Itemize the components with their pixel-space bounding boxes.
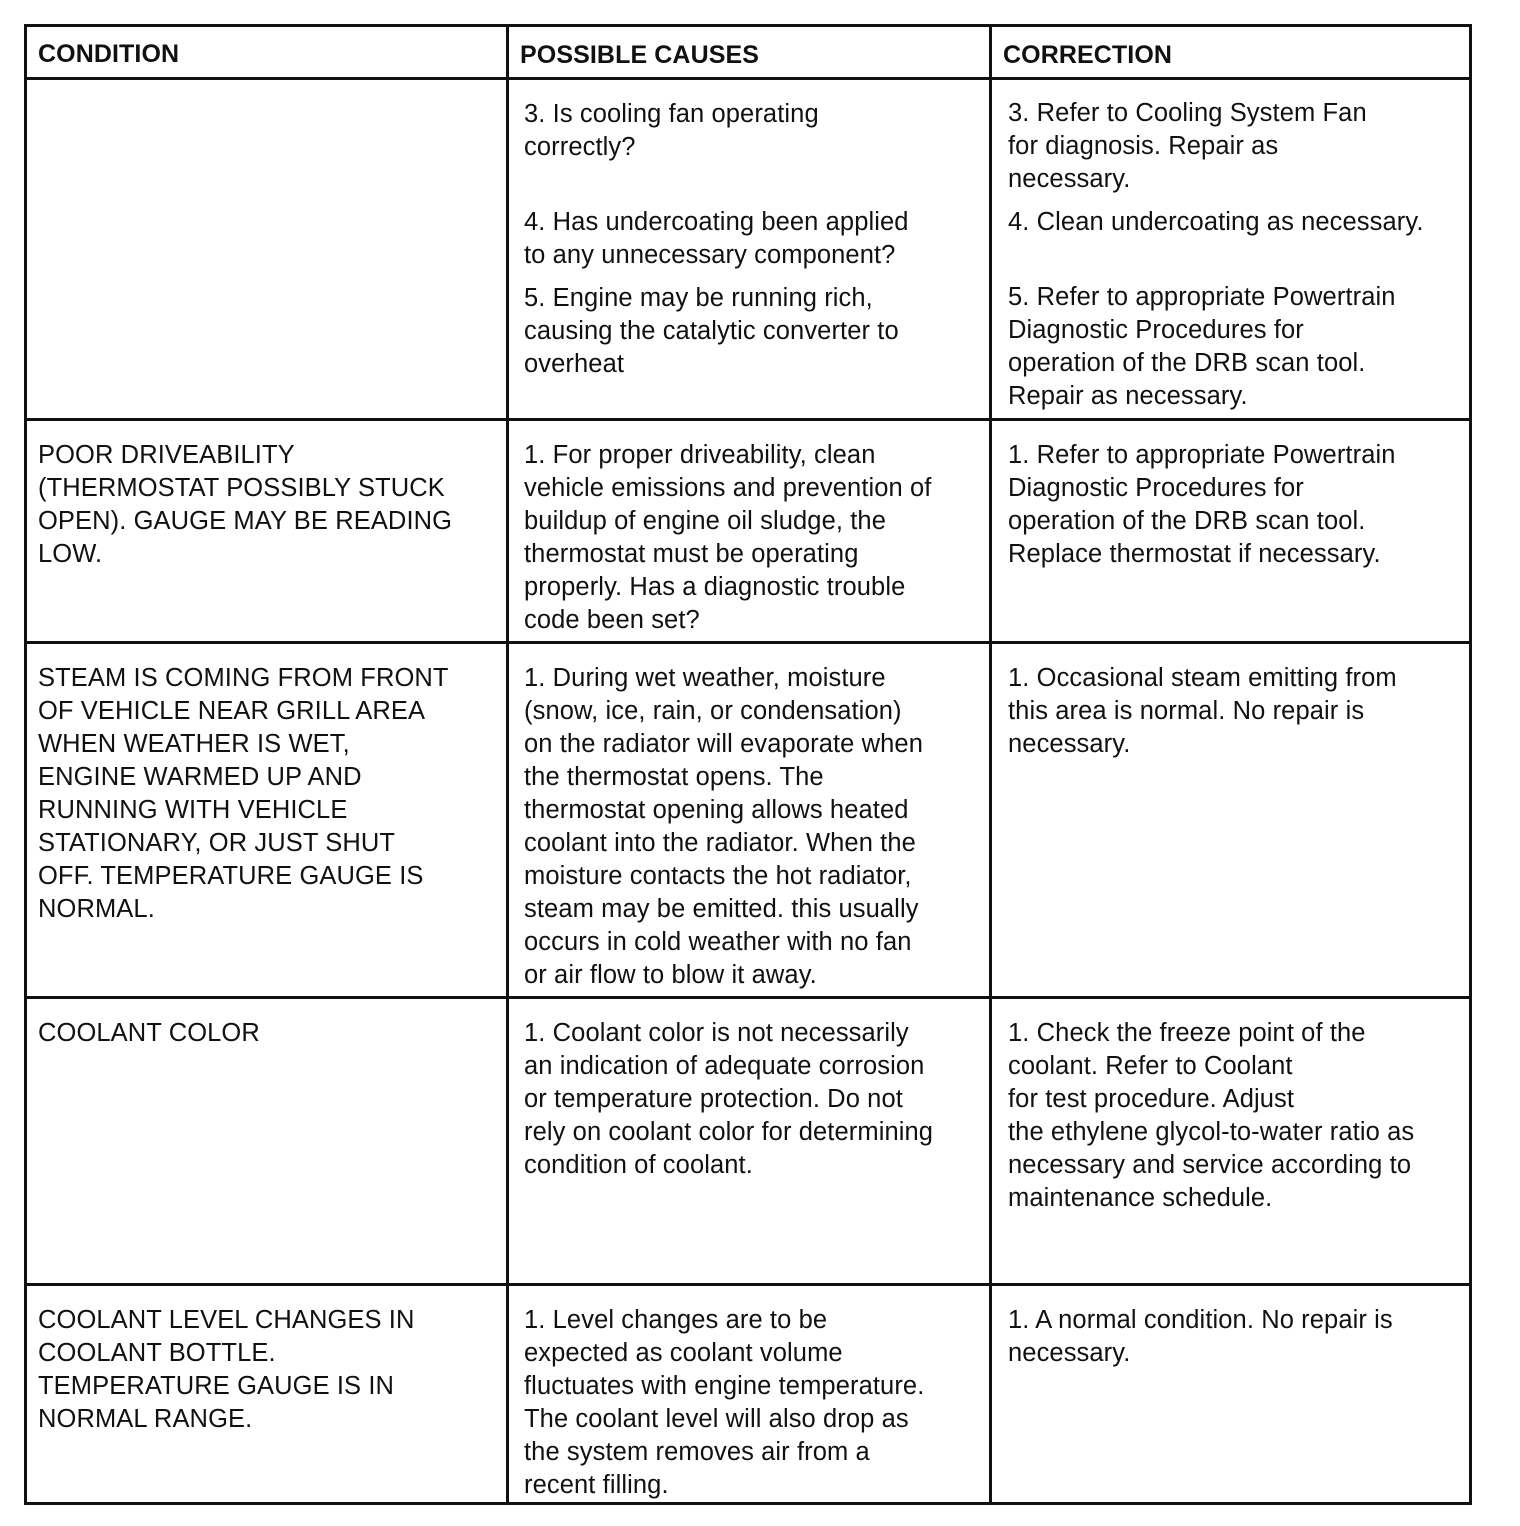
condition-cell [27,1286,509,1502]
table-row [27,80,1469,421]
header-cell-correction [992,27,1469,77]
cause-item: 1. Coolant color is not necessarily an indication of adequate corrosion or temperature protection. Do not rely on coolant color for determining condition of coolant. [524,1019,934,1179]
header-cell-causes [509,27,992,77]
correction-item: 1. A normal condition. No repair is necessary. [1008,1306,1393,1367]
correction-item: 1. Refer to appropriate Powertrain Diagnostic Procedures for operation of the DRB scan tool. Replace thermostat if necessary. [1008,441,1396,568]
header-cell-condition [27,27,509,77]
cause-item: 5. Engine may be running rich, causing the catalytic converter to overheat [524,284,899,378]
condition-cell [27,80,509,418]
condition-cell [27,421,509,641]
header-correction: CORRECTION [1003,41,1173,69]
correction-item: 1. Occasional steam emitting from this area is normal. No repair is necessary. [1008,664,1397,758]
correction-cell [992,644,1469,996]
causes-cell [509,644,992,996]
condition-text: COOLANT LEVEL CHANGES IN COOLANT BOTTLE. TEMPERATURE GAUGE IS IN NORMAL RANGE. [38,1306,415,1433]
causes-cell [509,80,992,418]
correction-item: 3. Refer to Cooling System Fan for diagnosis. Repair as necessary. [1008,99,1367,193]
header-condition: CONDITION [38,40,180,68]
correction-item: 4. Clean undercoating as necessary. [1008,208,1424,236]
correction-cell [992,421,1469,641]
correction-item: 1. Check the freeze point of the coolant. Refer to Coolant for test procedure. Adjust the ethylene glycol-to-water ratio as necessary and service according to maintenance schedule. [1008,1019,1415,1212]
cause-item: 1. For proper driveability, clean vehicle emissions and prevention of buildup of engine oil sludge, the thermostat must be operating properly. Has a diagnostic trouble code been set? [524,441,932,634]
diagnosis-table [24,24,1472,1505]
correction-cell [992,80,1469,418]
causes-cell [509,421,992,641]
cause-item: 1. Level changes are to be expected as coolant volume fluctuates with engine temperature. The coolant level will also drop as the system removes air from a recent filling. [524,1306,925,1499]
table-header-row [27,27,1469,80]
condition-text: COOLANT COLOR [38,1019,260,1047]
header-possible-causes: POSSIBLE CAUSES [520,41,760,69]
cause-item: 1. During wet weather, moisture (snow, ice, rain, or condensation) on the radiator will evaporate when the thermostat opens. The thermostat opening allows heated coolant into the radiator. When the moisture contacts the hot radiator, steam may be emitted. this usually occurs in cold weather with no fan or air flow to blow it away. [524,664,923,989]
table-row [27,1286,1469,1502]
table-row [27,421,1469,644]
correction-cell [992,1286,1469,1502]
cause-item: 3. Is cooling fan operating correctly? [524,100,819,161]
table-row [27,999,1469,1286]
causes-cell [509,1286,992,1502]
condition-text: STEAM IS COMING FROM FRONT OF VEHICLE NEAR GRILL AREA WHEN WEATHER IS WET, ENGINE WARMED UP AND RUNNING WITH VEHICLE STATIONARY, OR JUST SHUT OFF. TEMPERATURE GAUGE IS NORMAL. [38,664,449,923]
correction-item: 5. Refer to appropriate Powertrain Diagnostic Procedures for operation of the DRB scan tool. Repair as necessary. [1008,283,1396,410]
table-row [27,644,1469,999]
cause-item: 4. Has undercoating been applied to any unnecessary component? [524,208,909,269]
condition-text: POOR DRIVEABILITY (THERMOSTAT POSSIBLY STUCK OPEN). GAUGE MAY BE READING LOW. [38,441,453,568]
condition-cell [27,644,509,996]
causes-cell [509,999,992,1283]
condition-cell [27,999,509,1283]
correction-cell [992,999,1469,1283]
